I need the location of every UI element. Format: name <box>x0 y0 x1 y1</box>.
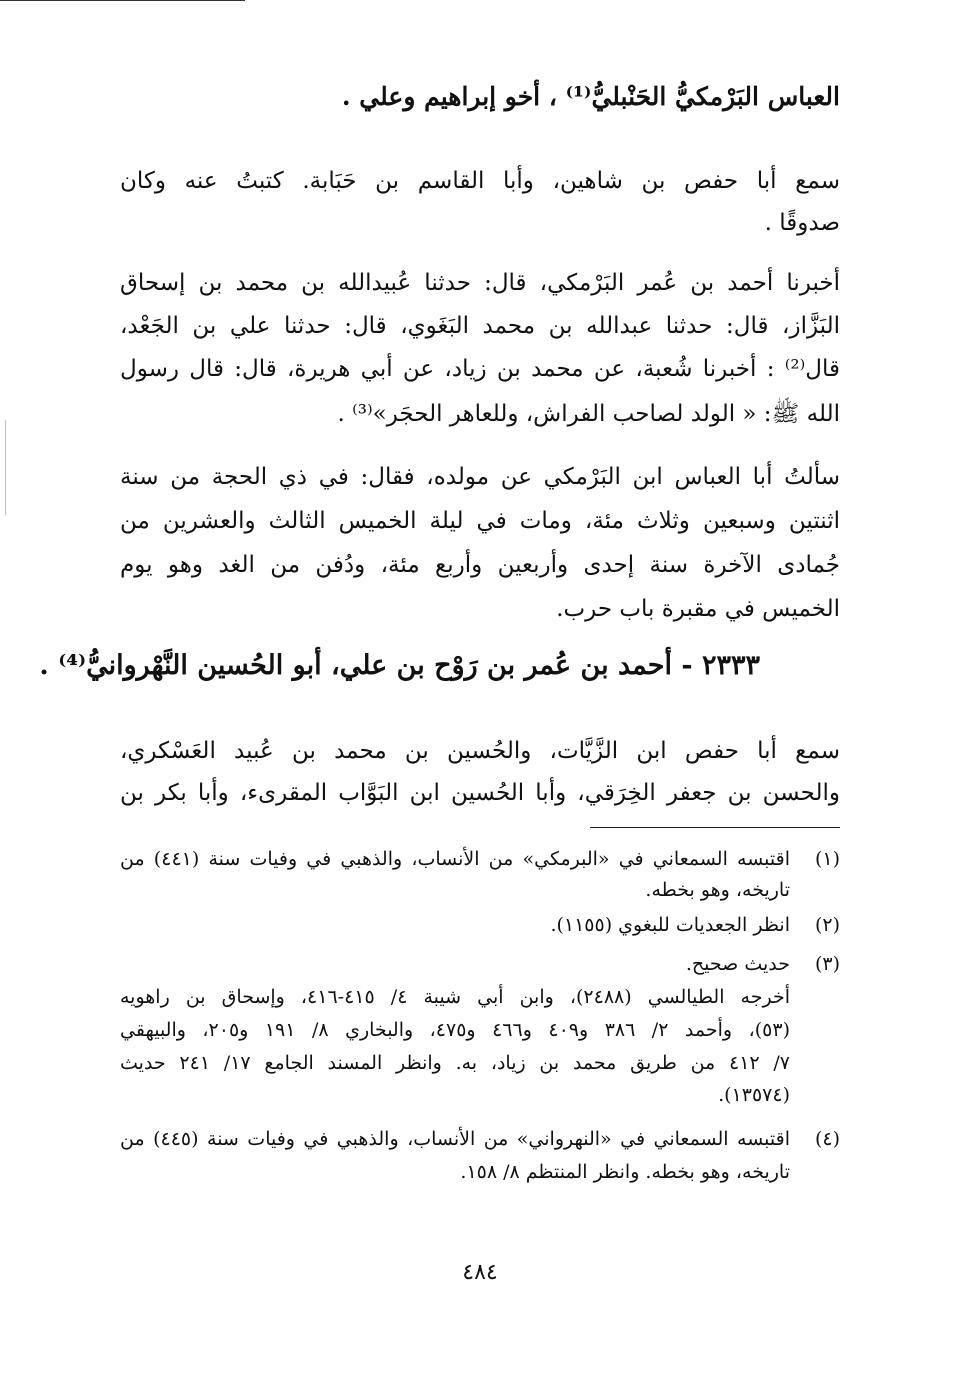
entry-heading-continued: العباس البَرْمكيُّ الحَنْبليُّ⁽¹⁾ ، أخو إبراهيم وعلي . <box>341 82 840 111</box>
para2-line: قال⁽²⁾ : أخبرنا شُعبة، عن محمد بن زياد، عن أبي هريرة، قال: قال رسول <box>120 356 840 382</box>
para2-line: الله ﷺ: « الولد لصاحب الفراش، وللعاهر الحجَر»⁽³⁾ . <box>337 401 840 427</box>
footnote-line: حديث صحيح. <box>685 953 790 975</box>
footnote-2 <box>120 914 840 944</box>
page-body <box>39 0 840 1391</box>
footnote-4 <box>120 1128 840 1192</box>
footnote-line: اقتبسه السمعاني في «البرمكي» من الأنساب، والذهبي في وفيات سنة (٤٤١) من <box>120 848 790 870</box>
footnote-line: ٧/ ٤١٢ من طريق محمد بن زياد، به. وانظر المسند الجامع ١٧/ ٢٤١ حديث <box>120 1052 790 1074</box>
footnote-number: (٣) <box>814 953 840 975</box>
para1-line: صدوقًا . <box>764 210 840 236</box>
para3-line: اثنتين وسبعين وثلاث مئة، ومات في ليلة الخميس الثالث والعشرين من <box>120 508 840 534</box>
footnote-number: (٢) <box>814 914 840 936</box>
footnote-number: (٤) <box>814 1128 840 1150</box>
para3-line: جُمادى الآخرة سنة إحدى وأربعين وأربع مئة، ودُفن من الغد وهو يوم <box>120 552 840 578</box>
para4-line: سمع أبا حفص ابن الزَّيَّات، والحُسين بن محمد بن عُبيد العَسْكري، <box>120 738 840 764</box>
footnote-line: تاريخه، وهو بخطه. وانظر المنتظم ٨/ ١٥٨. <box>460 1161 790 1183</box>
para3-line: الخميس في مقبرة باب حرب. <box>556 596 840 622</box>
footnote-3 <box>120 953 840 1113</box>
page-number: ٤٨٤ <box>462 1260 498 1285</box>
footnote-line: اقتبسه السمعاني في «النهرواني» من الأنساب، والذهبي في وفيات سنة (٤٤٥) من <box>120 1128 790 1150</box>
margin-mark <box>5 420 6 515</box>
para2-line: البَزَّاز، قال: حدثنا عبدالله بن محمد البَغَوي، قال: حدثنا علي بن الجَعْد، <box>120 313 840 339</box>
footnote-1 <box>120 848 840 908</box>
footnote-line: انظر الجعديات للبغوي (١١٥٥). <box>550 914 790 936</box>
footnote-line: (٥٣)، وأحمد ٢/ ٣٨٦ و٤٠٩ و٤٦٦ و٤٧٥، والبخاري ٨/ ١٩١ و٢٠٥، والبيهقي <box>120 1019 790 1041</box>
footnote-number: (١) <box>814 848 840 870</box>
footnote-line: أخرجه الطيالسي (٢٤٨٨)، وابن أبي شيبة ٤/ ٤١٥-٤١٦، وإسحاق بن راهويه <box>120 986 790 1008</box>
entry-2333-title: ٢٣٣٣ - أحمد بن عُمر بن رَوْح بن علي، أبو الحُسين النَّهْروانيُّ⁽⁴⁾ . <box>39 650 760 681</box>
para2-line: أخبرنا أحمد بن عُمر البَرْمكي، قال: حدثنا عُبيدالله بن محمد بن إسحاق <box>120 270 840 296</box>
footnote-line: (١٣٥٧٤). <box>718 1084 790 1106</box>
footnote-line: تاريخه، وهو بخطه. <box>645 879 790 901</box>
footnote-separator <box>590 827 840 828</box>
para4-line: والحسن بن جعفر الخِرَقي، وأبا الحُسين ابن البَوَّاب المقرىء، وأبا بكر بن <box>120 780 840 806</box>
para3-line: سألتُ أبا العباس ابن البَرْمكي عن مولده، فقال: في ذي الحجة من سنة <box>120 464 840 490</box>
para1-line: سمع أبا حفص بن شاهين، وأبا القاسم بن حَبَابة. كتبتُ عنه وكان <box>120 168 840 194</box>
